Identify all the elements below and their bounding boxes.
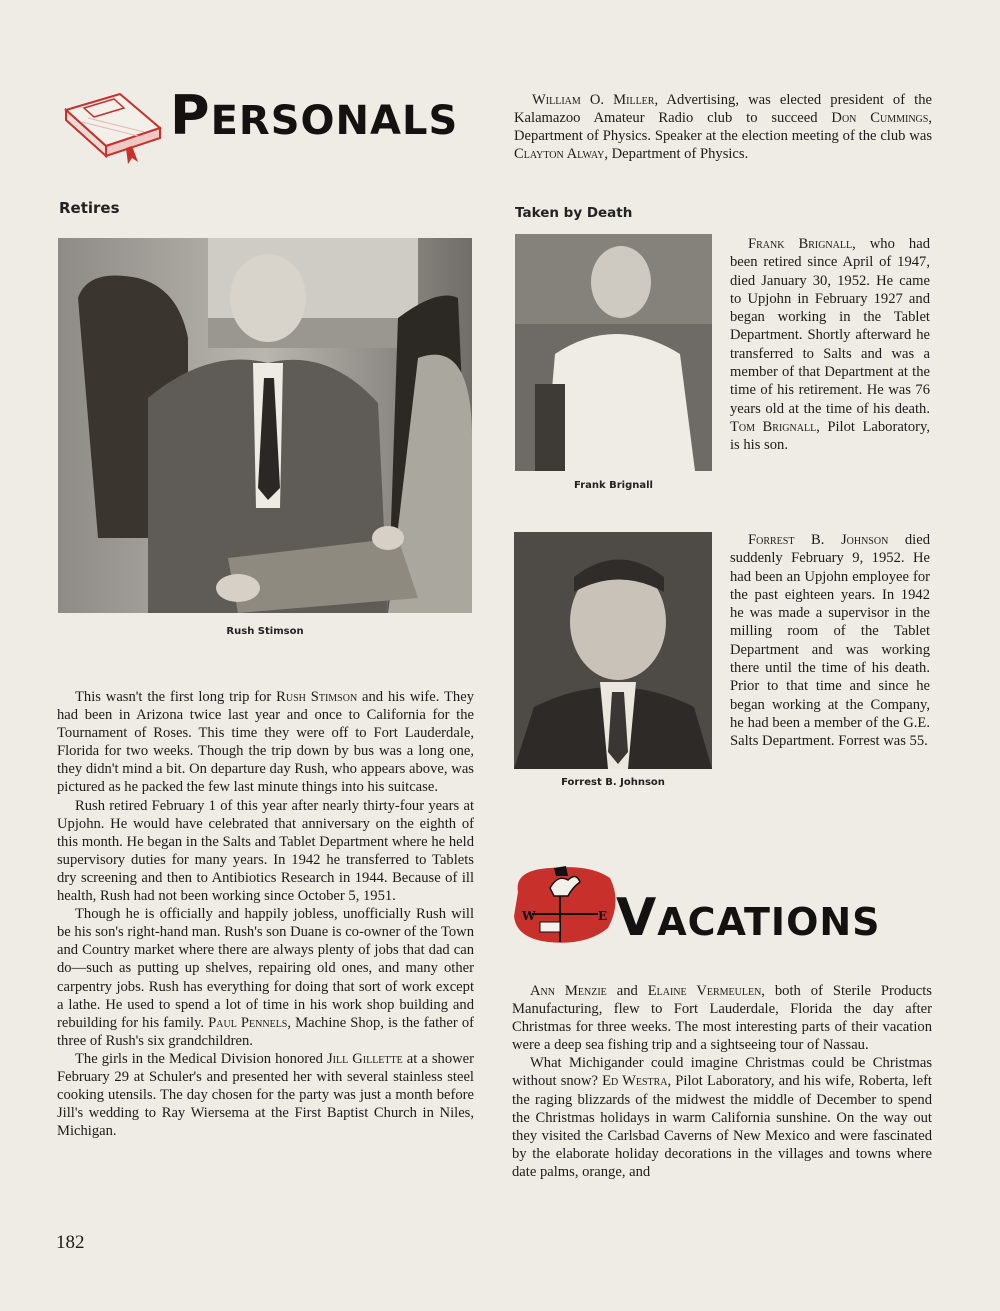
- retires-p4-a: The girls in the Medical Division honored: [75, 1050, 327, 1067]
- personals-title-rest: ERSONALS: [210, 98, 459, 144]
- vacations-title-initial: V: [616, 888, 658, 948]
- intro-text-3: , Department of Physics.: [604, 146, 749, 163]
- retires-p1-a: This wasn't the first long trip for: [75, 689, 277, 705]
- page-number: 182: [56, 1232, 85, 1253]
- intro-name-cummings: Don Cummings: [831, 110, 929, 127]
- retires-body: [57, 688, 474, 1140]
- johnson-obituary: [730, 531, 930, 751]
- brignall-text-b: , Pilot Laboratory, is his son.: [730, 418, 931, 454]
- intro-text-2: , Department of Physics. Speaker at the election meeting of the club was: [514, 110, 932, 145]
- forrest-johnson-photo: [514, 532, 712, 769]
- retires-paragraph-2: Rush retired February 1 of this year after nearly thirty-four years at Upjohn. He would have celebrated that anniversary on the eighth of this month. He began in the Salts and Tablet Department where he held supervisory duties for many years. In 1942 he transferred to Tablets dry screening and then to Antibiotics Research in 1944. Because of ill health, Rush had not been working since October 5, 1951.: [57, 797, 474, 905]
- name-tom-brignall: Tom Brignall: [730, 418, 817, 435]
- retires-heading: Retires: [59, 199, 120, 217]
- intro-paragraph: [514, 91, 932, 163]
- vacations-p1-a: and: [606, 983, 648, 999]
- personals-title: [170, 86, 458, 146]
- vacations-p2-b: , Pilot Laboratory, and his wife, Roberta, left the raging blizzards of the midwest the middle of December to spend the Christmas holidays in warm California sunshine. On the way out they visited the Carlsbad Caverns of New Mexico and were fascinated by the elaborate holiday decorations in the villages and towns where date palms, orange, and: [512, 1073, 932, 1180]
- retires-paragraph-1: [57, 688, 474, 797]
- vacations-title-rest: ACATIONS: [657, 900, 881, 944]
- name-ed-westra: Ed Westra: [602, 1073, 668, 1090]
- weathervane-rooster-icon: [510, 862, 620, 947]
- brignall-text-a: , who had been retired since April of 1947, died January 30, 1952. He came to Upjohn in February 1927 and began working in the Tablet Department. Shortly afterward he transferred to Salts and was a member of that Department at the time of his retirement. He was 76 years old at the time of his death.: [730, 236, 930, 417]
- name-paul-pennels: Paul Pennels: [208, 1014, 288, 1031]
- vacations-body: [512, 982, 932, 1181]
- name-forrest-johnson: Forrest B. Johnson: [748, 532, 889, 548]
- forrest-johnson-caption: Forrest B. Johnson: [561, 777, 665, 788]
- name-jill-gillette: Jill Gillette: [326, 1050, 403, 1067]
- name-ann-menzie: Ann Menzie: [530, 983, 607, 999]
- intro-text-1: , Advertising, was elected president of the Kalamazoo Amateur Radio club to succeed: [514, 92, 932, 127]
- frank-brignall-photo: [515, 234, 712, 471]
- retires-paragraph-4: [57, 1050, 474, 1140]
- intro-name-alway: Clayton Alway: [514, 146, 605, 163]
- vacations-p2-a: What Michigander could imagine Christmas could be Christmas without snow?: [512, 1055, 932, 1090]
- rush-stimson-caption: Rush Stimson: [226, 626, 304, 637]
- personals-title-initial: P: [170, 84, 211, 147]
- vacations-paragraph-2: [512, 1054, 932, 1181]
- frank-brignall-caption: Frank Brignall: [574, 480, 653, 491]
- taken-by-death-heading: Taken by Death: [515, 205, 633, 221]
- svg-text:W: W: [522, 909, 536, 923]
- vacations-title: [616, 888, 881, 948]
- svg-text:E: E: [598, 909, 608, 923]
- retires-p3-a: Though he is officially and happily jobless, unofficially Rush will be his son's right-hand man. Rush's son Duane is co-owner of the Town and Country market where there are always plenty of jobs that dad can do—such as putting up shelves, repairing old ones, and many other carpentry jobs. Rush has everything for doing that sort of work except a lathe. He used to spend a lot of time in his work shop building and rebuilding for his family.: [57, 906, 474, 1031]
- vacations-paragraph-1: [512, 982, 932, 1054]
- rush-stimson-photo: [58, 238, 472, 613]
- name-frank-brignall: Frank Brignall: [748, 236, 853, 252]
- name-rush-stimson: Rush Stimson: [276, 689, 358, 705]
- vacations-p1-b: , both of Sterile Products Manufacturing, flew to Fort Lauderdale, Florida the day after Christmas for three weeks. The most interesting parts of their vacation were a deep sea fishing trip and a sightseeing tour of Nassau.: [512, 983, 932, 1054]
- intro-name-miller: William O. Miller: [532, 92, 655, 108]
- brignall-obituary: [730, 235, 930, 455]
- retires-paragraph-3: [57, 905, 474, 1050]
- book-icon: [58, 88, 166, 166]
- retires-p1-b: and his wife. They had been in Arizona twice last year and once to California for the Tournament of Roses. This time they were off to Fort Lauderdale, Florida for two weeks. Though the trip down by bus was a long one, they didn't mind a bit. On departure day Rush, who appears above, was pictured as he packed the few last minute things into his suitcase.: [57, 689, 474, 796]
- johnson-text: died suddenly February 9, 1952. He had been an Upjohn employee for the past eighteen years. In 1942 he was made a supervisor in the milling room of the Tablet Department and was working there until the time of his death. Prior to that time and since he began working at the Company, he had been a member of the G.E. Salts Department. Forrest was 55.: [730, 532, 930, 750]
- name-elaine-vermeulen: Elaine Vermeulen: [647, 983, 762, 999]
- retires-p3-b: , Machine Shop, is the father of three of Rush's six grandchildren.: [57, 1014, 474, 1049]
- retires-p4-b: at a shower February 29 at Schuler's and presented her with several stainless steel cooking utensils. The day chosen for the party was just a month before Jill's wedding to Ray Wiersema at the First Baptist Church in Niles, Michigan.: [57, 1050, 474, 1140]
